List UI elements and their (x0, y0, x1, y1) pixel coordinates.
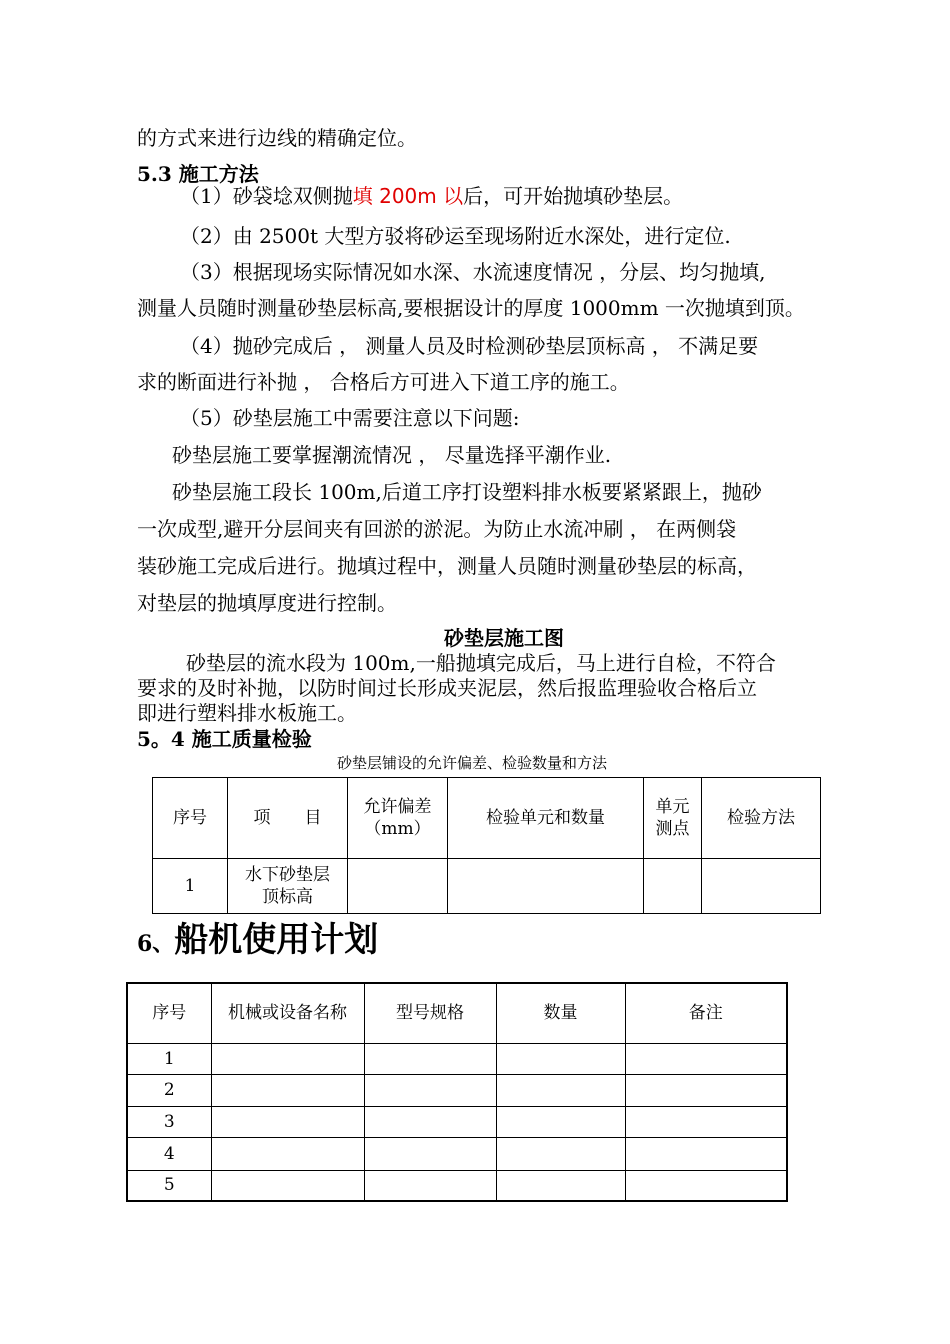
eq-cell-qty (496, 1137, 625, 1170)
item-1-text-b: 后，可开始抛填砂垫层。 (463, 184, 684, 208)
item-3-line-2: 测量人员随时测量砂垫层标高,要根据设计的厚度 1000mm 一次抛填到顶。 (137, 296, 805, 320)
note-2-line-1: 砂垫层施工段长 100m,后道工序打设塑料排水板要紧紧跟上，抛砂 (172, 480, 762, 504)
item-3-line-1: （3）根据现场实际情况如水深、水流速度情况 ，分层、均匀抛填, (180, 260, 766, 284)
header-tolerance (348, 778, 448, 859)
eq-cell-name (211, 1137, 364, 1170)
header-tolerance-line-2: （mm） (364, 819, 431, 839)
eq-cell-name (211, 1043, 364, 1074)
item-4-line-1: （4）抛砂完成后 ， 测量人员及时检测砂垫层顶标高 ， 不满足要 (180, 334, 759, 358)
eq-cell-note (625, 1106, 787, 1137)
table-row (127, 1074, 787, 1106)
section-heading-5-3: 5.3 施工方法 (137, 162, 259, 186)
eq-cell-note (625, 1170, 787, 1201)
header-points-line-1: 单元 (655, 797, 690, 817)
eq-cell-model (364, 1137, 496, 1170)
eq-header-qty: 数量 (496, 983, 625, 1043)
flow-line-2: 要求的及时补抛，以防时间过长形成夹泥层，然后报监理验收合格后立 (137, 676, 757, 700)
eq-cell-no: 1 (127, 1043, 211, 1074)
header-unit-qty: 检验单元和数量 (448, 778, 644, 859)
eq-header-name: 机械或设备名称 (211, 983, 364, 1043)
figure-title: 砂垫层施工图 (444, 626, 564, 650)
section-heading-6 (137, 918, 378, 968)
eq-cell-no: 2 (127, 1074, 211, 1106)
eq-cell-no: 5 (127, 1170, 211, 1201)
paragraph-line: 的方式来进行边线的精确定位。 (137, 126, 417, 150)
item-1-highlight: 填 200m 以 (352, 184, 464, 208)
header-method: 检验方法 (702, 778, 821, 859)
item-5: （5）砂垫层施工中需要注意以下问题: (180, 406, 520, 430)
cell-unit-qty (448, 859, 644, 914)
eq-cell-note (625, 1043, 787, 1074)
eq-cell-note (625, 1074, 787, 1106)
section-6-title: 船机使用计划 (174, 920, 379, 960)
header-points (644, 778, 702, 859)
table-row (127, 1043, 787, 1074)
eq-cell-name (211, 1170, 364, 1201)
header-item: 项 目 (228, 778, 348, 859)
eq-cell-name (211, 1074, 364, 1106)
header-points-line-2: 测点 (655, 819, 690, 839)
eq-cell-qty (496, 1043, 625, 1074)
eq-cell-qty (496, 1074, 625, 1106)
eq-cell-model (364, 1170, 496, 1201)
cell-tolerance (348, 859, 448, 914)
note-1: 砂垫层施工要掌握潮流情况 ， 尽量选择平潮作业. (172, 443, 612, 467)
cell-item-line-2: 顶标高 (262, 887, 313, 907)
table-row (127, 1106, 787, 1137)
eq-cell-note (625, 1137, 787, 1170)
item-1-text-a: （1）砂袋埝双侧抛 (180, 184, 353, 208)
table-row (127, 1137, 787, 1170)
section-heading-5-4: 5。4 施工质量检验 (137, 727, 312, 751)
eq-cell-model (364, 1106, 496, 1137)
table-caption: 砂垫层铺设的允许偏差、检验数量和方法 (337, 754, 608, 772)
cell-method (702, 859, 821, 914)
item-4-line-2: 求的断面进行补抛 ， 合格后方可进入下道工序的施工。 (137, 370, 630, 394)
eq-header-no: 序号 (127, 983, 211, 1043)
tolerance-table (152, 777, 821, 914)
cell-item (228, 859, 348, 914)
eq-cell-qty (496, 1170, 625, 1201)
header-no: 序号 (153, 778, 228, 859)
flow-line-1: 砂垫层的流水段为 100m,一船抛填完成后，马上进行自检，不符合 (186, 651, 776, 675)
header-tolerance-line-1: 允许偏差 (363, 797, 432, 817)
item-2: （2）由 2500t 大型方驳将砂运至现场附近水深处，进行定位. (180, 224, 731, 248)
eq-cell-model (364, 1043, 496, 1074)
equipment-header-row (127, 983, 787, 1043)
eq-header-model: 型号规格 (364, 983, 496, 1043)
eq-header-note: 备注 (625, 983, 787, 1043)
eq-cell-qty (496, 1106, 625, 1137)
eq-cell-model (364, 1074, 496, 1106)
table-header-row (153, 778, 821, 859)
cell-no: 1 (153, 859, 228, 914)
item-1 (180, 184, 683, 208)
section-6-number: 6、 (137, 931, 175, 957)
note-2-line-3: 装砂施工完成后进行。抛填过程中，测量人员随时测量砂垫层的标高， (137, 554, 757, 578)
cell-item-line-1: 水下砂垫层 (245, 865, 330, 885)
note-2-line-4: 对垫层的抛填厚度进行控制。 (137, 591, 397, 615)
eq-cell-name (211, 1106, 364, 1137)
eq-cell-no: 4 (127, 1137, 211, 1170)
table-row (127, 1170, 787, 1201)
eq-cell-no: 3 (127, 1106, 211, 1137)
table-row (153, 859, 821, 914)
note-2-line-2: 一次成型,避开分层间夹有回淤的淤泥。为防止水流冲刷 ， 在两侧袋 (137, 517, 737, 541)
flow-line-3: 即进行塑料排水板施工。 (137, 701, 357, 725)
equipment-table (126, 982, 788, 1202)
cell-points (644, 859, 702, 914)
